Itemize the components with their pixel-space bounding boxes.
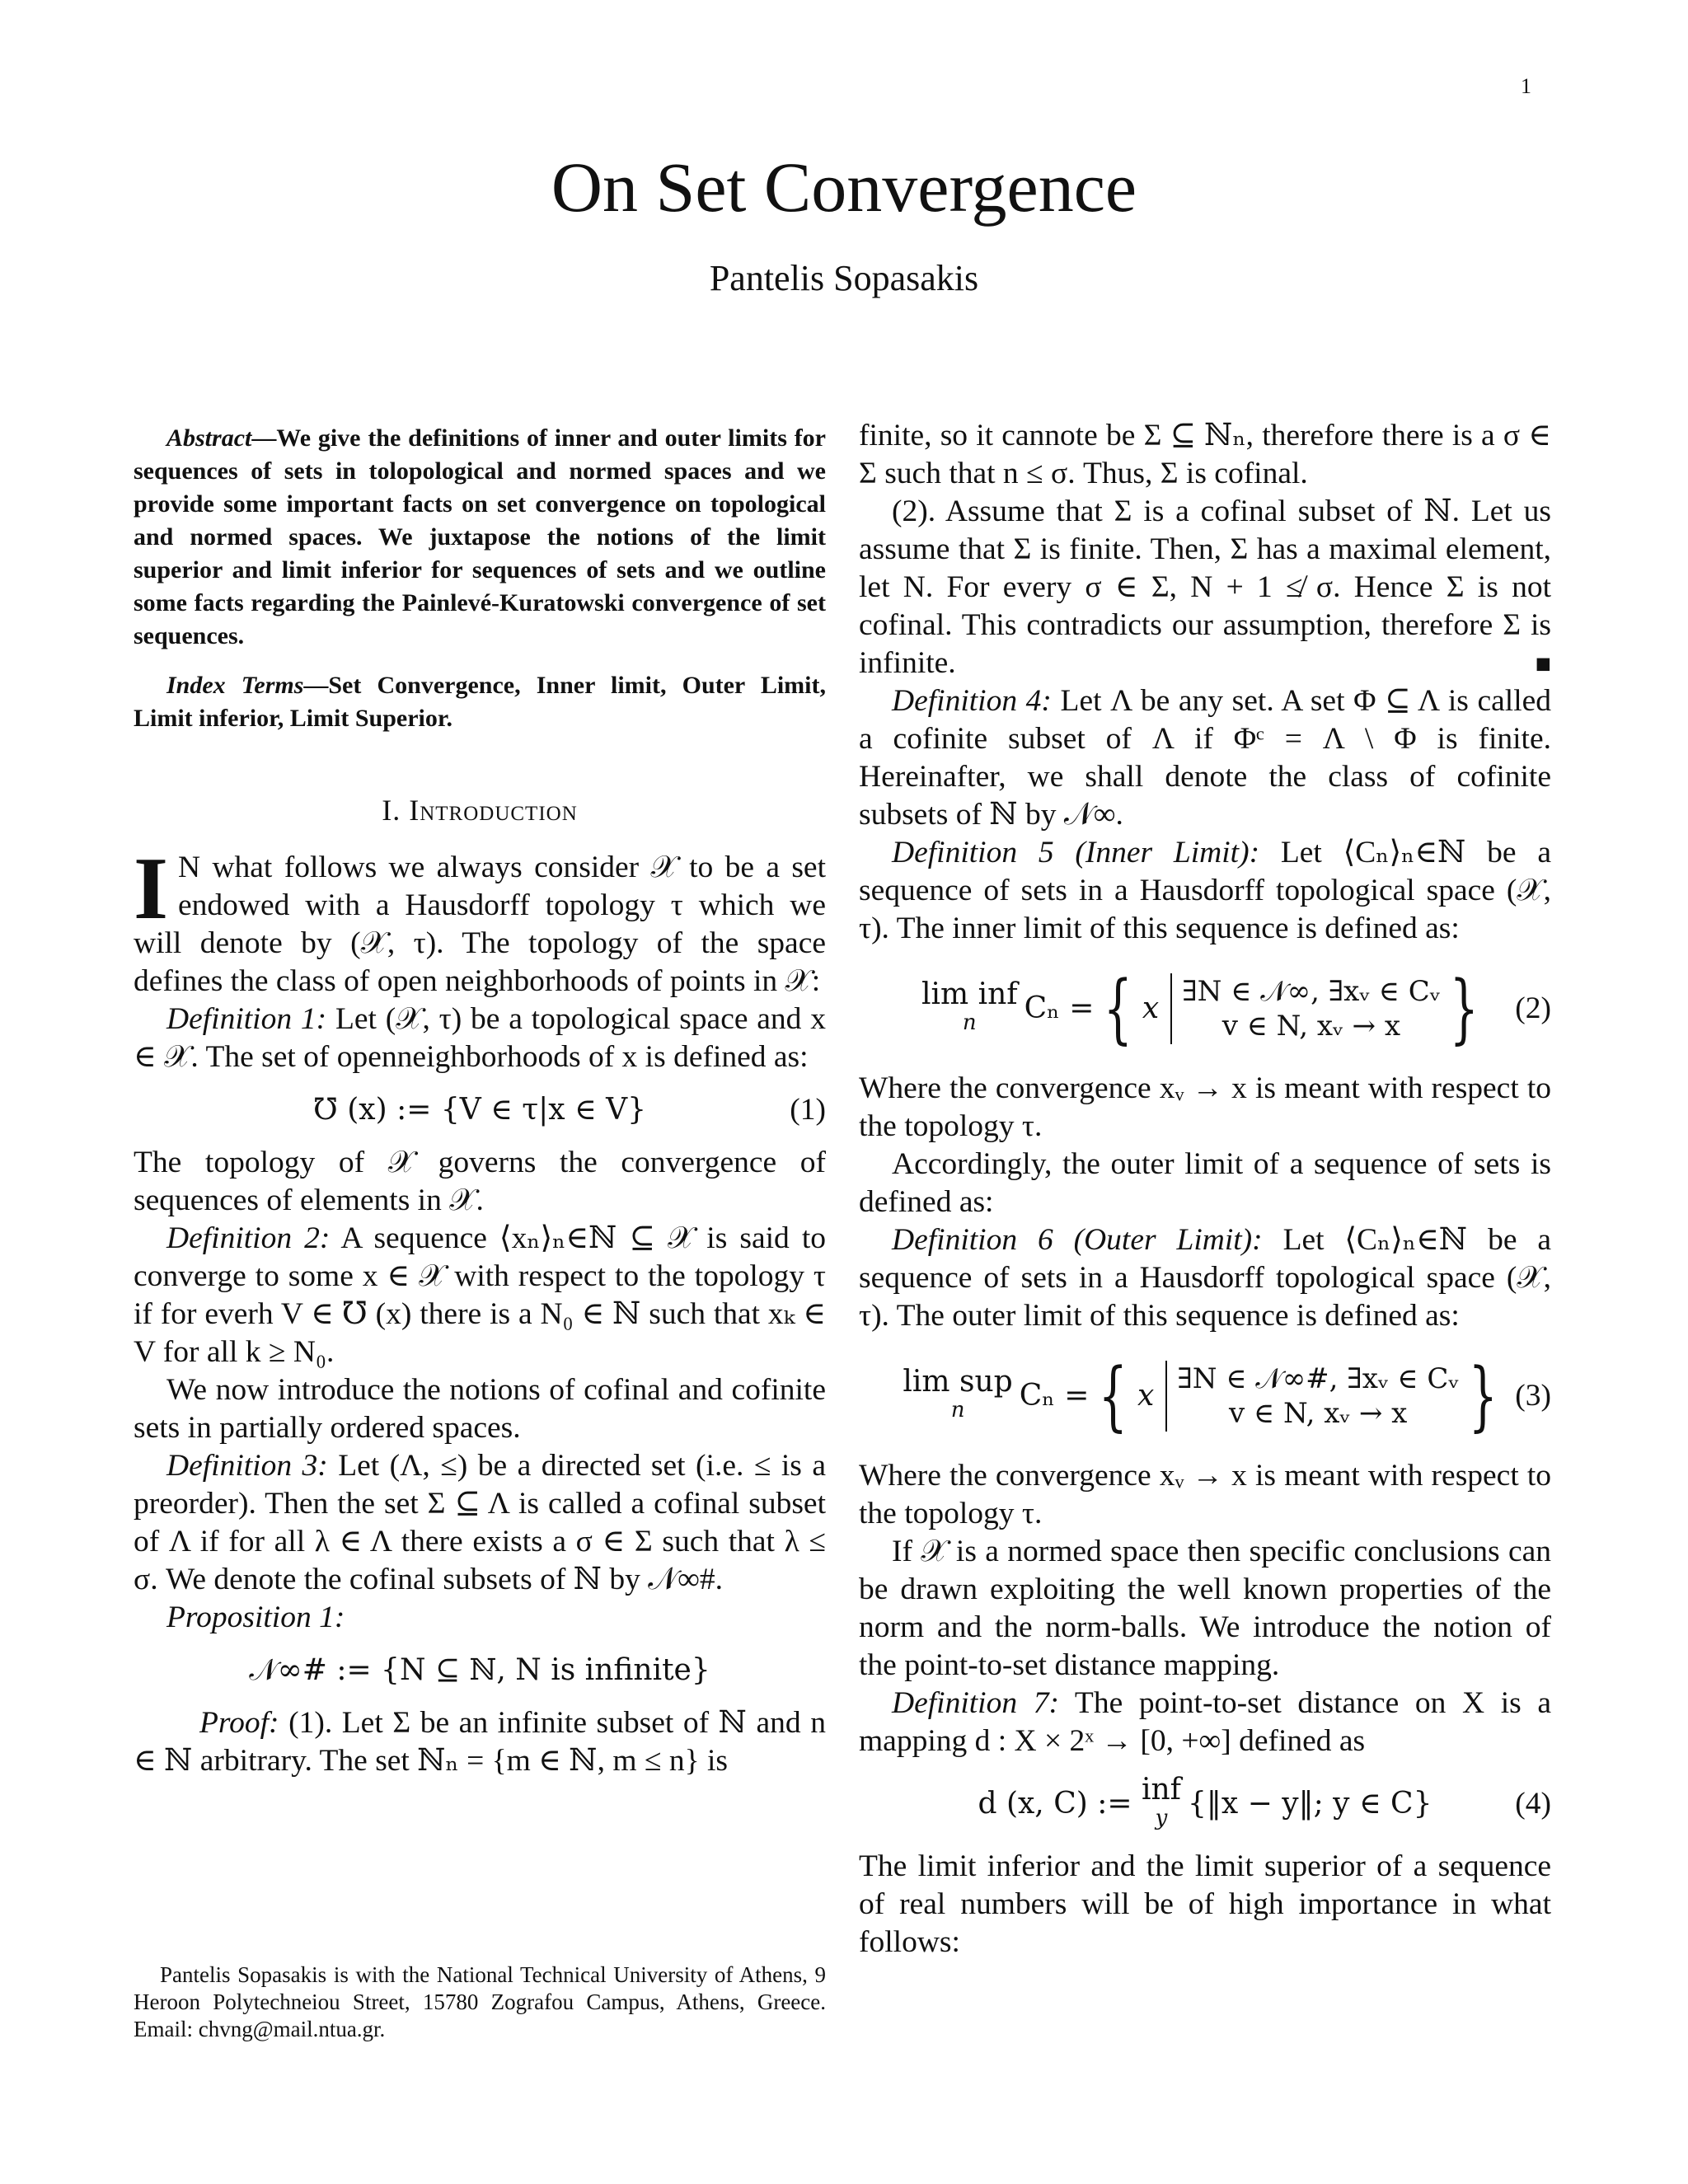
page-number: 1 xyxy=(1521,74,1531,98)
definition-2 xyxy=(134,1220,826,1371)
definition-4-label: Definition 4: xyxy=(892,684,1052,718)
equation-4-number: (4) xyxy=(1515,1787,1551,1821)
paragraph-topology: The topology of 𝒳 governs the convergence of sequences of elements in 𝒳. xyxy=(134,1146,826,1217)
definition-6-text: Let ⟨Cₙ⟩ₙ∈ℕ be a sequence of sets in a Hausdorff topological space (𝒳, τ). The outer limit of this sequence is defined as: xyxy=(859,1223,1552,1333)
equation-4-rhs: {‖x − y‖; y ∈ C} xyxy=(1188,1787,1432,1821)
equation-3-number: (3) xyxy=(1515,1379,1551,1413)
outer-limit-intro: Accordingly, the outer limit of a sequence of sets is defined as: xyxy=(859,1147,1551,1219)
equation-2-subscript: n xyxy=(962,1010,977,1035)
equation-3-operator xyxy=(903,1365,1013,1424)
left-brace: { xyxy=(1099,1352,1128,1440)
equation-4-operator xyxy=(1141,1773,1182,1832)
equation-2-condition-1: ∃N ∈ 𝒩∞, ∃xᵥ ∈ Cᵥ xyxy=(1182,975,1441,1008)
closing-paragraph: The limit inferior and the limit superior of a sequence of real numbers will be of high importance in what follows: xyxy=(859,1849,1551,1959)
equation-1-body: ℧ (x) := {V ∈ τ|x ∈ V} xyxy=(312,1093,647,1127)
qed-symbol: ■ xyxy=(1535,649,1551,678)
section-numeral: I. xyxy=(382,794,401,827)
definition-4 xyxy=(859,682,1551,834)
definition-3 xyxy=(134,1447,826,1599)
equation-1-number: (1) xyxy=(790,1093,826,1127)
section-heading xyxy=(134,791,826,829)
drop-cap: I xyxy=(134,840,169,938)
proposition-1-equation-body: 𝒩∞# := {N ⊆ ℕ, N is infinite} xyxy=(249,1653,710,1687)
definition-3-label: Definition 3: xyxy=(166,1449,328,1483)
equation-2-number: (2) xyxy=(1515,991,1551,1025)
intro-text: N what follows we always consider 𝒳 to be a set endowed with a Hausdorff topology τ which we will denote by (𝒳, τ). The topology of the space defines the class of open neighborhoods of points in 𝒳: xyxy=(134,851,826,998)
left-column xyxy=(134,422,826,1780)
abstract-text: —We give the definitions of inner and outer limits for sequences of sets in tolopological and normed spaces and we provide some important facts on set convergence on topological and normed spaces. We juxtapose the notions of the limit superior and limit inferior for sequences of sets and we outline some facts regarding the Painlevé-Kuratowski convergence of set sequences. xyxy=(134,424,826,649)
section-title: Introduction xyxy=(409,794,578,827)
equation-3-subscript: n xyxy=(950,1398,965,1422)
proof-part-1-text: (1). Let Σ be an infinite subset of ℕ and n ∈ ℕ arbitrary. The set ℕₙ = {m ∈ ℕ, m ≤ n} is xyxy=(134,1706,826,1778)
equation-3-lhs: Cₙ = xyxy=(1019,1379,1090,1413)
proposition-1-label: Proposition 1: xyxy=(166,1601,345,1634)
equation-2-lhs: Cₙ = xyxy=(1024,991,1095,1025)
definition-4-text: Let Λ be any set. A set Φ ⊆ Λ is called a cofinite subset of Λ if Φᶜ = Λ \ Φ is finite. Hereinafter, we shall denote the class of cofinite subsets of ℕ by 𝒩∞. xyxy=(859,684,1552,832)
inner-limit-remark: Where the convergence xᵥ → x is meant with respect to the topology τ. xyxy=(859,1071,1551,1143)
definition-3-text: Let (Λ, ≤) be a directed set (i.e. ≤ is a preorder). Then the set Σ ⊆ Λ is called a cofinal subset of Λ if for all λ ∈ Λ there exists a σ ∈ Σ such that λ ≤ σ. We denote the cofinal subsets of ℕ by 𝒩∞#. xyxy=(134,1449,826,1596)
normed-space-paragraph: If 𝒳 is a normed space then specific conclusions can be drawn exploiting the well known properties of the norm and the norm-balls. We introduce the notion of the point-to-set distance mapping. xyxy=(859,1535,1551,1682)
outer-limit-remark: Where the convergence xᵥ → x is meant with respect to the topology τ. xyxy=(859,1459,1551,1530)
right-column xyxy=(859,417,1551,1961)
equation-2-liminf: lim inf xyxy=(921,977,1018,1011)
equation-3-element: x xyxy=(1137,1361,1167,1432)
abstract xyxy=(134,422,826,653)
equation-3 xyxy=(859,1350,1551,1442)
paper-author: Pantelis Sopasakis xyxy=(709,258,979,298)
equation-4 xyxy=(859,1775,1551,1833)
equation-2-condition-2: v ∈ N, xᵥ → x xyxy=(1221,1010,1400,1043)
proof-part-1-continued: finite, so it cannote be Σ ⊆ ℕₙ, therefore there is a σ ∈ Σ such that n ≤ σ. Thus, Σ is cofinal. xyxy=(859,419,1551,490)
definition-2-text: A sequence ⟨xₙ⟩ₙ∈ℕ ⊆ 𝒳 is said to converge to some x ∈ 𝒳 with respect to the topology τ if for everh V ∈ ℧ (x) there is a N₀ ∈ ℕ such that xₖ ∈ V for all k ≥ N₀. xyxy=(134,1221,826,1369)
right-brace: } xyxy=(1450,964,1479,1052)
equation-4-lhs: d (x, C) := xyxy=(978,1787,1132,1821)
footnote: Pantelis Sopasakis is with the National Technical University of Athens, 9 Heroon Polytechneiou Street, 15780 Zografou Campus, Athens, Greece. Email: chvng@mail.ntua.gr. xyxy=(134,1962,826,2041)
definition-5 xyxy=(859,834,1551,948)
equation-2 xyxy=(859,963,1551,1055)
definition-7-label: Definition 7: xyxy=(892,1686,1059,1720)
equation-2-conditions xyxy=(1182,974,1440,1043)
equation-2-body xyxy=(921,964,1489,1052)
equation-4-inf: inf xyxy=(1141,1773,1182,1807)
equation-3-limsup: lim sup xyxy=(903,1365,1013,1399)
proof-part-2 xyxy=(859,493,1551,682)
definition-5-text: Let ⟨Cₙ⟩ₙ∈ℕ be a sequence of sets in a Hausdorff topological space (𝒳, τ). The inner limit of this sequence is defined as: xyxy=(859,836,1552,945)
proof-part-2-text: (2). Assume that Σ is a cofinal subset of ℕ. Let us assume that Σ is finite. Then, Σ has a maximal element, let N. For every σ ∈ Σ, N + 1 ≰ σ. Hence Σ is not cofinal. This contradicts our assumption, therefore Σ is infinite. xyxy=(859,494,1551,680)
equation-3-body xyxy=(903,1352,1507,1440)
equation-4-body xyxy=(978,1773,1432,1832)
index-terms xyxy=(134,669,826,735)
definition-1-label: Definition 1: xyxy=(166,1002,327,1036)
definition-1-text: Let (𝒳, τ) be a topological space and x ∈ 𝒳. The set of openneighborhoods of x is defined as: xyxy=(134,1002,826,1074)
left-brace: { xyxy=(1104,964,1133,1052)
definition-5-label: Definition 5 (Inner Limit): xyxy=(892,836,1260,869)
definition-1 xyxy=(134,1001,826,1076)
equation-3-condition-2: v ∈ N, xᵥ → x xyxy=(1229,1397,1408,1430)
paper-title: On Set Convergence xyxy=(551,148,1137,227)
definition-2-label: Definition 2: xyxy=(166,1221,331,1255)
equation-3-condition-1: ∃N ∈ 𝒩∞#, ∃xᵥ ∈ Cᵥ xyxy=(1177,1362,1460,1395)
proof-part-1 xyxy=(134,1704,826,1780)
equation-2-element: x xyxy=(1142,973,1172,1044)
paragraph-cofinal-intro: We now introduce the notions of cofinal and cofinite sets in partially ordered spaces. xyxy=(134,1373,826,1445)
right-brace: } xyxy=(1468,1352,1498,1440)
proof-label: Proof: xyxy=(199,1706,279,1740)
intro-paragraph xyxy=(134,840,826,1001)
proposition-1-equation xyxy=(134,1652,826,1690)
equation-1 xyxy=(134,1091,826,1129)
definition-7-text: The point-to-set distance on X is a mapping d : X × 2ˣ → [0, +∞] defined as xyxy=(859,1686,1552,1758)
index-terms-text: —Set Convergence, Inner limit, Outer Limit, Limit inferior, Limit Superior. xyxy=(134,672,826,732)
equation-4-subscript: y xyxy=(1155,1806,1168,1830)
abstract-label: Abstract xyxy=(166,424,252,452)
equation-3-conditions xyxy=(1177,1361,1459,1431)
equation-2-operator xyxy=(921,977,1018,1037)
index-terms-label: Index Terms xyxy=(166,672,304,699)
definition-6 xyxy=(859,1221,1551,1335)
definition-6-label: Definition 6 (Outer Limit): xyxy=(892,1223,1263,1257)
definition-7 xyxy=(859,1685,1551,1760)
